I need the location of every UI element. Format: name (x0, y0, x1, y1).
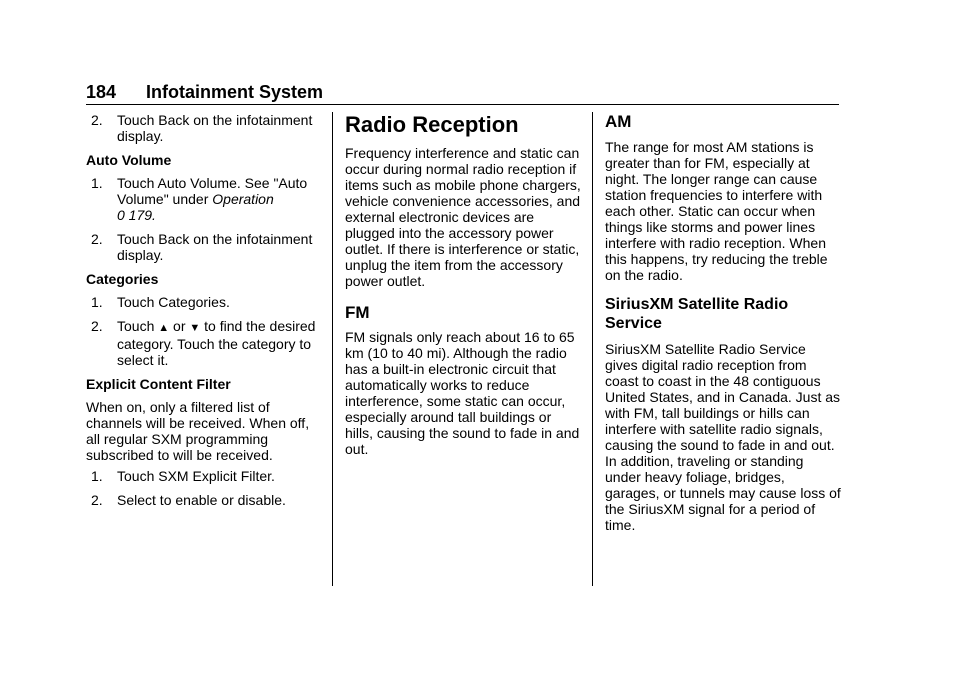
fm-heading: FM (345, 303, 370, 322)
column-1 (86, 112, 322, 508)
radio-reception-heading: Radio Reception (345, 112, 519, 137)
page-reference: 0 179 (117, 207, 153, 223)
step-explicit-2 (86, 492, 322, 508)
step-text-rest: to find the desired category. Touch the category to select it. (117, 318, 316, 368)
step-text-or: or (169, 318, 190, 334)
step-explicit-1 (86, 468, 322, 484)
am-heading: AM (605, 112, 632, 131)
column-3 (605, 112, 841, 533)
step-number: 1. (91, 294, 103, 310)
auto-volume-heading: Auto Volume (86, 152, 172, 168)
step-text: Touch (117, 318, 159, 334)
step-touch-back (86, 112, 322, 144)
step-auto-volume-2 (86, 231, 322, 263)
step-number: 2. (91, 318, 103, 334)
section-title: Infotainment System (146, 82, 324, 102)
siriusxm-heading: SiriusXM Satellite Radio Service (605, 296, 789, 332)
explicit-filter-heading: Explicit Content Filter (86, 376, 231, 392)
down-arrow-icon: ▼ (189, 322, 201, 334)
period: . (152, 207, 156, 223)
column-divider-right (592, 112, 593, 586)
step-categories-1 (86, 294, 322, 310)
page-header (86, 82, 839, 104)
step-text: Touch Categories. (117, 294, 230, 310)
step-categories-2 (86, 318, 322, 368)
step-number: 2. (91, 492, 103, 508)
header-rule (86, 104, 839, 105)
step-text: Touch Auto Volume. See "Auto Volume" under (117, 175, 308, 207)
explicit-filter-paragraph: When on, only a filtered list of channels will be received. When off, all regular SXM programming subscribed to will be received. (86, 399, 310, 463)
step-text: Select to enable or disable. (117, 492, 286, 508)
categories-heading: Categories (86, 271, 159, 287)
column-2 (345, 112, 581, 457)
step-text: Touch Back on the infotainment display. (117, 112, 313, 144)
step-number: 1. (91, 175, 103, 191)
am-paragraph: The range for most AM stations is greater than for FM, especially at night. The longer range can cause station frequencies to interfere with each other. Static can occur when things like storms and power lines interfere with radio reception. When this happens, try reducing the treble on the radio. (605, 139, 828, 283)
step-number: 1. (91, 468, 103, 484)
step-text: Touch Back on the infotainment display. (117, 231, 313, 263)
step-number: 2. (91, 112, 103, 128)
page-number: 184 (86, 82, 117, 102)
up-arrow-icon: ▲ (158, 322, 170, 334)
step-auto-volume-1 (86, 175, 322, 223)
step-text: Touch SXM Explicit Filter. (117, 468, 275, 484)
fm-paragraph: FM signals only reach about 16 to 65 km (10 to 40 mi). Although the radio has a built-in electronic circuit that automatically works to reduce interference, some static can occur, especially around tall buildings or hills, causing the sound to fade in and out. (345, 329, 580, 457)
step-number: 2. (91, 231, 103, 247)
operation-reference: Operation (212, 191, 274, 207)
radio-reception-paragraph: Frequency interference and static can occur during normal radio reception if items such as mobile phone chargers, vehicle convenience accessories, and external electronic devices are plugged into the accessory power outlet. If there is interference or static, unplug the item from the accessory power outlet. (345, 145, 581, 289)
siriusxm-paragraph: SiriusXM Satellite Radio Service gives digital radio reception from coast to coast in the 48 contiguous United States, and in Canada. Just as with FM, tall buildings or hills can interfere with satellite radio signals, causing the sound to fade in and out. In addition, traveling or standing under heavy foliage, bridges, garages, or tunnels may cause loss of the SiriusXM signal for a period of time. (605, 341, 841, 533)
column-divider-left (332, 112, 333, 586)
